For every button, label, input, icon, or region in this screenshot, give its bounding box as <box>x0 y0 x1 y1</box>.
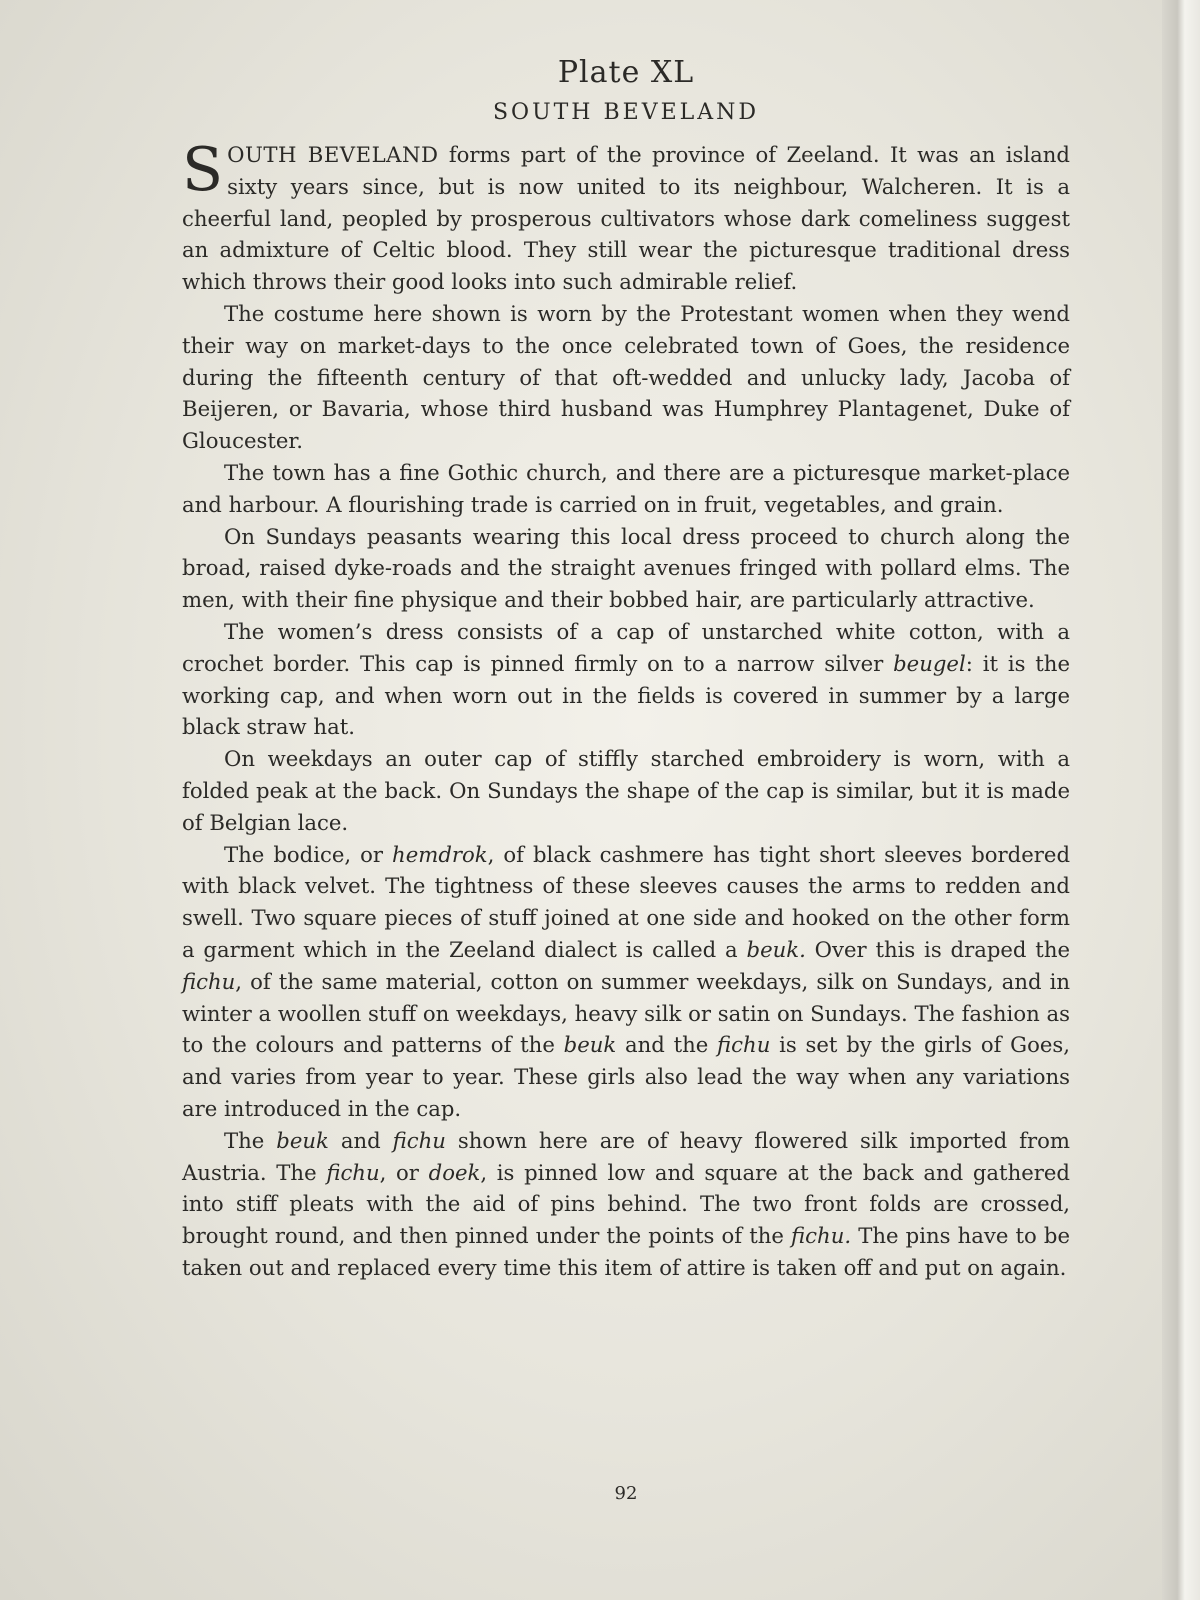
section-title: SOUTH BEVELAND <box>492 100 760 125</box>
paragraph-5 <box>182 616 1070 743</box>
paragraph-1-text: forms part of the province of Zeeland. It was an island sixty years since, but is now united to its neighbour, Walcheren. It is a cheerful land, peopled by prosperous cultivators whose dark comeliness suggest an admixture of Celtic blood. They still wear the picturesque traditional dress which throws their good looks into such admirable relief. <box>182 142 1070 295</box>
page-number: 92 <box>614 1483 638 1504</box>
text-run: The pins have to be taken out and replaced every time this item of attire is taken off and put on again. <box>182 1223 1071 1280</box>
text-run: , is pinned low and square at the back and gathered into stiff pleats with the aid of pins behind. The two front folds are crossed, brought round, and then pinned under the points of the <box>182 1159 1070 1249</box>
text-run: and <box>328 1127 393 1153</box>
text-run: shown here are of heavy flowered silk imported from Austria. The <box>182 1127 1070 1185</box>
text-run: and the <box>616 1032 718 1058</box>
italic-term: hemdrok <box>392 841 488 867</box>
paragraph-7 <box>182 839 1070 1125</box>
italic-term: fichu. <box>791 1223 852 1249</box>
paragraph-6: On weekdays an outer cap of stiffly starched embroidery is worn, with a folded peak at the back. On Sundays the shape of the cap is similar, but it is made of Belgian lace. <box>182 746 1070 835</box>
paragraph-8 <box>182 1125 1070 1284</box>
italic-term: fichu <box>717 1032 771 1058</box>
text-run: Over this is draped the <box>805 936 1070 962</box>
plate-title: Plate XL <box>557 55 695 90</box>
text-run: , of black cashmere has tight short sleeves bordered with black velvet. The tightness of these sleeves causes the arms to redden and swell. Two square pieces of stuff joined at one side and hooked on the other form a garment which in the Zeeland dialect is called a <box>182 841 1071 962</box>
text-run: , of the same material, cotton on summer weekdays, silk on Sundays, and in winter a woollen stuff on weekdays, heavy silk or satin on Sundays. The fashion as to the colours and patterns of the <box>182 968 1070 1058</box>
italic-term: beuk. <box>746 936 806 962</box>
page-content <box>182 55 1071 1504</box>
text-run: is set by the girls of Goes, and varies from year to year. These girls also lead the way when any variations are introduced in the cap. <box>182 1032 1070 1121</box>
drop-cap: S <box>182 135 224 205</box>
italic-term: fichu <box>182 968 236 994</box>
text-run: : it is the working cap, and when worn out in the fields is covered in summer by a large black straw hat. <box>182 650 1070 740</box>
italic-term: fichu <box>326 1159 380 1185</box>
text-run: The bodice, or <box>224 841 393 867</box>
text-run: , or <box>379 1159 429 1185</box>
lead-words: OUTH BEVELAND <box>227 142 439 167</box>
italic-term: beuk <box>563 1032 617 1058</box>
text-run: The women’s dress consists of a cap of unstarched white cotton, with a crochet border. This cap is pinned firmly on to a narrow silver <box>182 618 1070 676</box>
italic-term: doek <box>428 1159 481 1185</box>
paragraph-4: On Sundays peasants wearing this local dress proceed to church along the broad, raised dyke-roads and the straight avenues fringed with pollard elms. The men, with their fine physique and their bobbed hair, are particularly attractive. <box>182 523 1070 613</box>
paragraph-3: The town has a fine Gothic church, and there are a picturesque market-place and harbour. A flourishing trade is carried on in fruit, vegetables, and grain. <box>182 459 1070 517</box>
italic-term: beuk <box>276 1127 329 1153</box>
text-run: The <box>224 1127 277 1153</box>
italic-term: beugel <box>893 650 966 676</box>
paragraph-2: The costume here shown is worn by the Protestant women when they wend their way on market-days to the once celebrated town of Goes, the residence during the fifteenth century of that oft-wedded and unlucky lady, Jacoba of Beijeren, or Bavaria, whose third husband was Humphrey Plantagenet, Duke of Gloucester. <box>182 300 1070 454</box>
italic-term: fichu <box>392 1127 446 1153</box>
page-edge <box>1162 0 1200 1600</box>
paragraph-1 <box>182 135 1070 298</box>
